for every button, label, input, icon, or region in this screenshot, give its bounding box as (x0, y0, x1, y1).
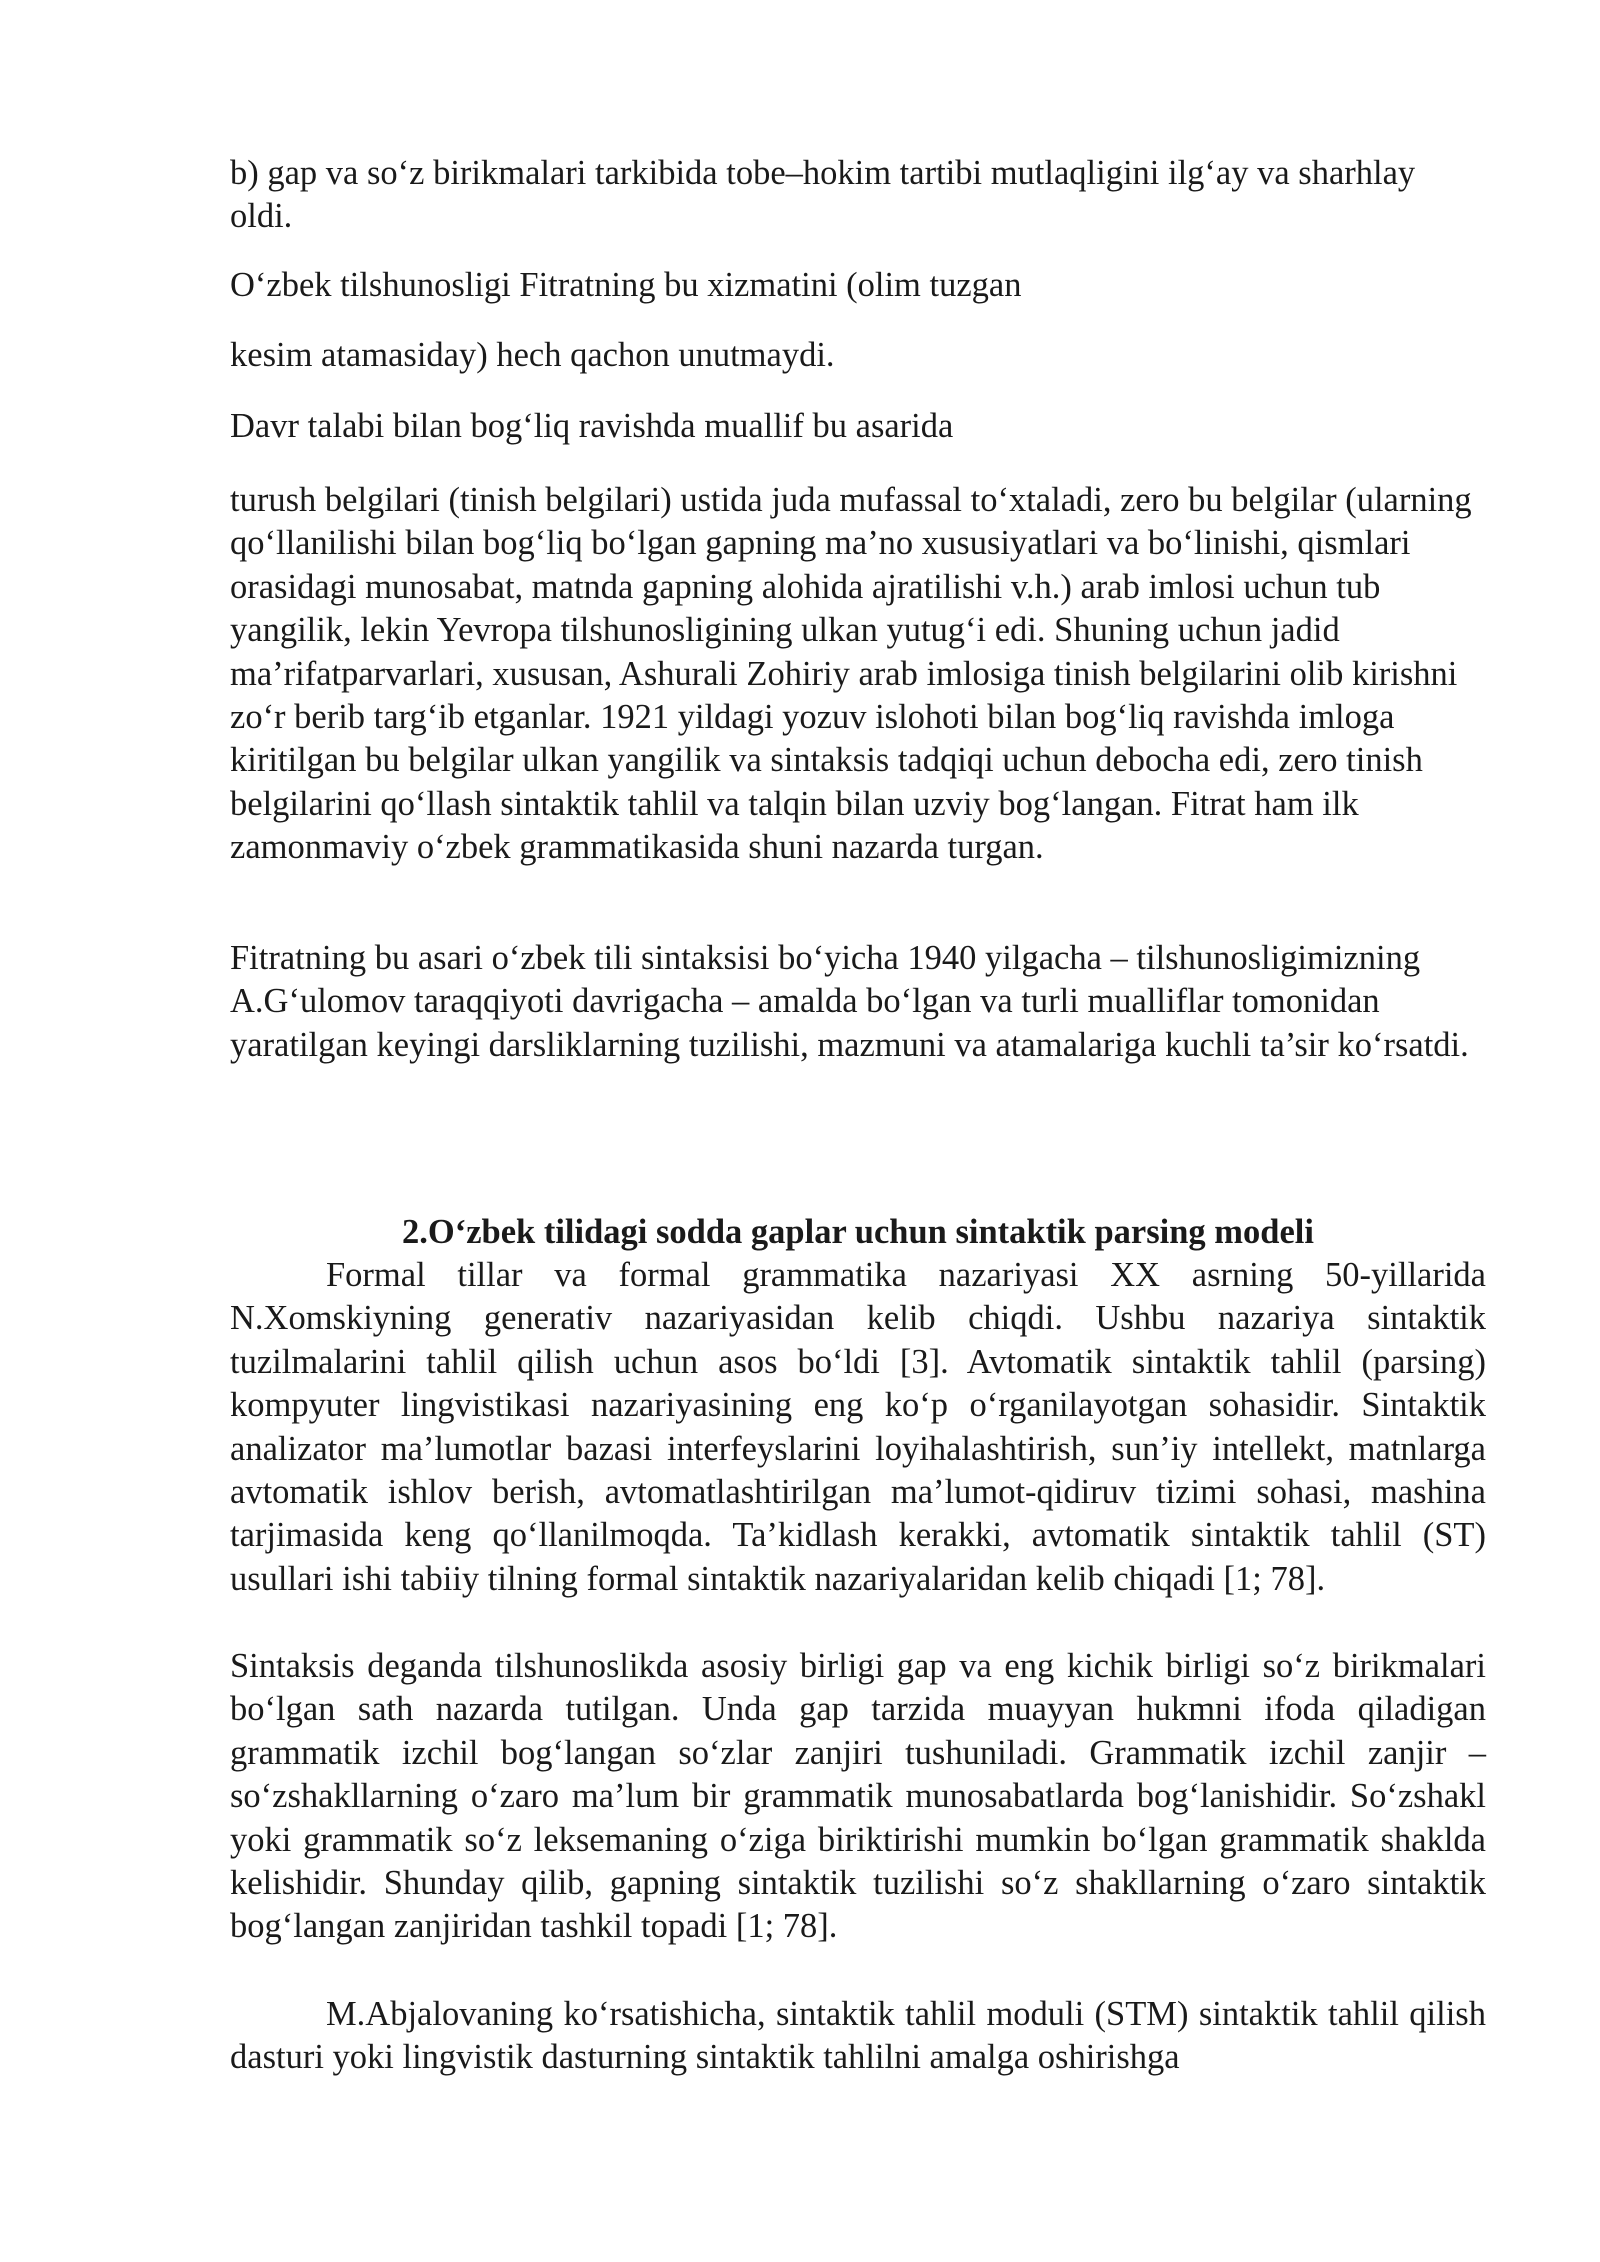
paragraph-punctuation: turush belgilari (tinish belgilari) ustida juda mufassal to‘xtaladi, zero bu belgilar (ularning qo‘llanilishi bilan bog‘liq bo‘lgan gapning ma’no xususiyatlari va bo‘linishi, qismlari orasidagi munosabat, matnda gapning alohida ajratilishi v.h.) arab imlosi uchun tub yangilik, lekin Yevropa tilshunosligining ulkan yutug‘i edi. Shuning uchun jadid ma’rifatparvarlari, xususan, Ashurali Zohiriy arab imlosiga tinish belgilarini olib kirishni zo‘r berib targ‘ib etganlar. 1921 yildagi yozuv islohoti bilan bog‘liq ravishda imloga kiritilgan bu belgilar ulkan yangilik va sintaksis tadqiqi uchun debocha edi, zero tinish belgilarini qo‘llash sintaktik tahlil va talqin bilan uzviy bog‘langan. Fitrat ham ilk zamonmaviy o‘zbek grammatikasida shuni nazarda turgan. (230, 481, 1472, 867)
paragraph-era-demand: Davr talabi bilan bog‘liq ravishda muallif bu asarida (230, 407, 954, 445)
paragraph-fitrat-influence: Fitratning bu asari o‘zbek tili sintaksisi bo‘yicha 1940 yilgacha – tilshunosligimizning A.G‘ulomov taraqqiyoti davrigacha – amalda bo‘lgan va turli mualliflar tomonidan yaratilgan keyingi darsliklarning tuzilishi, mazmuni va atamalariga kuchli ta’sir ko‘rsatdi. (230, 939, 1469, 1064)
paragraph-abjalova: M.Abjalovaning ko‘rsatishicha, sintaktik tahlil moduli (STM) sintaktik tahlil qilish dasturi yoki lingvistik dasturning sintaktik tahlilni amalga oshirishga (230, 1995, 1486, 2077)
paragraph-point-b: b) gap va so‘z birikmalari tarkibida tobe–hokim tartibi mutlaqligini ilg‘ay va sharhlay oldi. (230, 154, 1416, 236)
paragraph-kesim-term: kesim atamasiday) hech qachon unutmaydi. (230, 336, 835, 374)
paragraph-formal-grammar: Formal tillar va formal grammatika nazariyasi XX asrning 50-yillarida N.Xomskiyning generativ nazariyasidan kelib chiqdi. Ushbu nazariya sintaktik tuzilmalarini tahlil qilish uchun asos bo‘ldi [3]. Avtomatik sintaktik tahlil (parsing) kompyuter lingvistikasi nazariyasining eng ko‘p o‘rganilayotgan sohasidir. Sintaktik analizator ma’lumotlar bazasi interfeyslarini loyihalashtirish, sun’iy intellekt, matnlarga avtomatik ishlov berish, avtomatlashtirilgan ma’lumot-qidiruv tizimi sohasi, mashina tarjimasida keng qo‘llanilmoqda. Ta’kidlash kerakki, avtomatik sintaktik tahlil (ST) usullari ishi tabiiy tilning formal sintaktik nazariyalaridan kelib chiqadi [1; 78]. (230, 1256, 1486, 1598)
paragraph-syntax-definition: Sintaksis deganda tilshunoslikda asosiy birligi gap va eng kichik birligi so‘z birikmalari bo‘lgan sath nazarda tutilgan. Unda gap tarzida muayyan hukmni ifoda qiladigan grammatik izchil bog‘langan so‘zlar zanjiri tushuniladi. Grammatik izchil zanjir – so‘zshakllarning o‘zaro ma’lum bir grammatik munosabatlarda bog‘lanishidir. So‘zshakl yoki grammatik so‘z leksemaning o‘ziga biriktirishi mumkin bo‘lgan grammatik shaklda kelishidir. Shunday qilib, gapning sintaktik tuzilishi so‘z shakllarning o‘zaro sintaktik bog‘langan zanjiridan tashkil topadi [1; 78]. (230, 1647, 1486, 1946)
section-heading: 2.O‘zbek tilidagi sodda gaplar uchun sintaktik parsing modeli (402, 1213, 1314, 1251)
paragraph-fitrat-service: O‘zbek tilshunosligi Fitratning bu xizmatini (olim tuzgan (230, 266, 1022, 304)
